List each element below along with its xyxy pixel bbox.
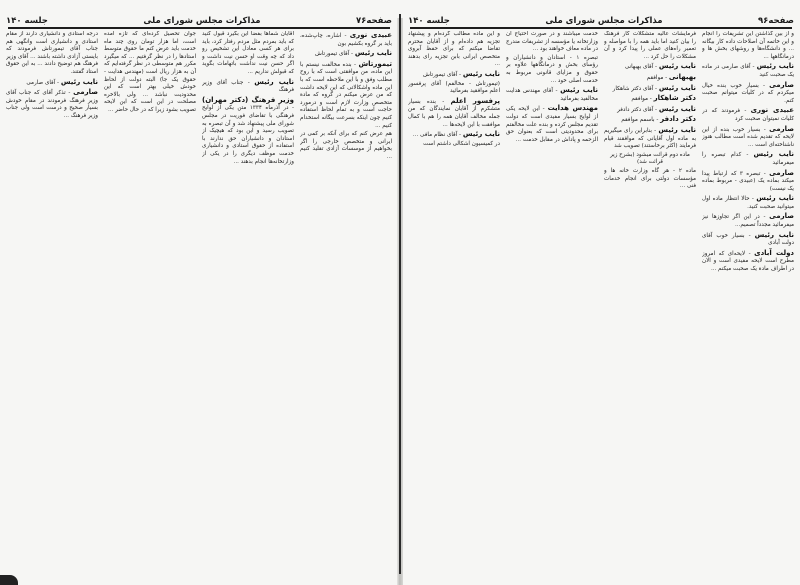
paragraph: ماده ۲ - هر گاه وزارت خانه ها و مؤسسات دولتی برای انجام خدمات فنی ... [604, 167, 696, 190]
speaker-name: نایب رئیس [658, 83, 696, 92]
left-columns [6, 31, 392, 565]
paragraph: نایب رئیس - آقای مهندس هدایت مخالفید بفرمائید [506, 86, 598, 102]
speaker-name: صارمی [769, 168, 794, 177]
paragraph: عبیدی نوری - فرمودند که در کلیات نمیتوان صحبت کرد [702, 106, 794, 122]
speaker-name: نایب رئیس [756, 62, 794, 71]
paragraph: صارمی - تبصره ۳ که ارتباط پیدا میکند بماده یک (عبیدی - مربوط بماده یک نیست) [702, 168, 794, 192]
paragraph: دکتر دادفر - باسمم موافقم [621, 115, 696, 124]
page-number: صفحه۷۶ [355, 16, 392, 26]
paragraph: دولت آبادی - لایحه‌ای که امروز مطرح است لایحه مفیدی است و الان در اطراف مادة یک صحبت میکنم ... [702, 248, 794, 273]
paragraph: هم عرض کنم که برای آنکه بر کمی در ایرانی و متخصص خارجی را اگر بخواهیم از موسسات آزادی تقلید کنیم ... [300, 131, 392, 160]
paragraph: و از بین گذاشتن این تشریفات را انجام و این خاتمه آن اصلاحات داده کار بیگانه ... و دانشگاه‌ها و روشهای بخش ها و درمانگاهها ... [702, 31, 794, 60]
text-column [702, 31, 794, 565]
paragraph: خدمت میباشند و در صورت احتیاج آن وزارتخانه یا مؤسسه از تشریفات مندرج در ماده معاف خواهند بود ... [506, 31, 598, 53]
paragraph: نایب رئیس - کدام تبصره را میفرمائید [702, 150, 794, 166]
paragraph: نایب رئیس - جناب آقای وزیر فرهنگ [202, 77, 294, 94]
paragraph: صارمی - در این اگر تجاوزها نیز میفرمائید مجدداً تصمیم... [702, 212, 794, 229]
speaker-name: نایب رئیس [560, 86, 598, 95]
paragraph: نایب رئیس - آقای دکتر شاهکار [612, 83, 696, 92]
paragraph: تیمورتاش - بنده مخالفت نیستم با این ماده، من موافقتی است که با روح مطلب وفق و با این ملاحظه است که با این ماده واشکالاتی که این لایحه داشت که من عرض میکنم در گروه که مادة متخصص وزارت لازم است و درمورد حاجت است و به تمام لحاظ استفاده کنیم چون اینکه بسرعت بیگانه استخدام کنیم ... [300, 59, 392, 129]
paragraph: آقایان شماها بفضا این بگیرد قبول کنید که باید بمردم مثل مردم رفتار کرد، باید برای هر کسی معادل این تشخیص رو داد که چه وقت او حسن نیت داشت و اگر حسن نیت نداشت باتهامات بگوید که قبولش نداریم ... [202, 31, 294, 75]
speaker-name: نایب رئیس [658, 125, 696, 134]
running-title: مذاکرات مجلس شورای ملی [545, 16, 663, 26]
speaker-name: دکتر دادفر [660, 115, 696, 124]
speaker-name: صارمی [769, 80, 794, 89]
speaker-name: بهبهانی [668, 72, 696, 81]
paragraph: دکتر شاهکار - موافقم [631, 94, 696, 103]
speaker-name: نایب رئیس [254, 77, 294, 86]
paragraph: (تیمورتاش - مخالفم) آقای پرفسور اعلم موافقید بفرمائید [408, 80, 500, 95]
speaker-name: نایب رئیس [60, 77, 98, 86]
text-column [408, 31, 500, 565]
speaker-name: صارمی [769, 124, 794, 133]
speaker-name: نایب رئیس [753, 150, 794, 159]
speaker-name: دولت آبادی [754, 248, 794, 257]
speaker-name: نایب رئیس [756, 194, 794, 203]
speaker-name: عبیدی نوری [349, 31, 392, 39]
paragraph: مهندس هدایت - این لایحه یکی از لوایح بسیار مفیدی است که دولت تقدیم مجلس کرده و بنده علت مخالفتم برای محدودیتی است که بعنوان حق الزحمه و پاداش در مقابل خدمت ... [506, 104, 598, 143]
paragraph: نایب رئیس - بنابراین رای میگیریم به ماده اول آقایانی که موافقند قیام فرمایند (اکثر برخاستند) تصویب شد [604, 125, 696, 150]
scan-blot [0, 575, 18, 585]
paragraph: جوان تحصیل کرده‌ای که تازه آمده است، اما هزار تومان روی چند ماه خدمت باید عرض کنم ما حقوق متوسط استادها را در نظر گرفتیم ... که میگیرد مکرر هم متوسطی در نظر گرفته‌ایم که آن به هزار ریال است (مهندس هدایت - حقوق یک جا) البته دولت از لحاظ خودش خیلی بهتر است که این محدودیت نباشد ... ولی بالاخره مصلحت در این است که این لایحه تصویب بشود زیرا که در حال حاضر ... [104, 31, 196, 113]
text-column [506, 31, 598, 565]
speaker-name: پرفسور اعلم [450, 96, 500, 105]
paragraph: در کمیسیون اشکالی داشتم است [423, 140, 500, 147]
speaker-name: نایب رئیس [658, 104, 696, 113]
right-page-header [408, 12, 794, 26]
paragraph: نایب رئیس - آقای نظام مافی ... [412, 130, 500, 139]
paragraph: نایب رئیس - آقای صارمی [26, 77, 98, 86]
paragraph: درجه استادی و دانشیاری دارند از مقام استادی و دانشیاری است وانگهی هم جناب آقای تیمورتاش فرمودند که بایستی آزادی داشته باشند ... آقای وزیر فرهنگ هم توضیح دادند ... به این حقوق استاد گفتند. [6, 31, 98, 75]
speaker-name: وزیر فرهنگ (دکتر مهران) [202, 95, 294, 104]
speaker-name: مهندس هدایت [547, 104, 598, 113]
speaker-name: نایب رئیس [462, 130, 500, 139]
gutter-line [399, 14, 401, 574]
paragraph: صارمی - بسیار خوب بنده خیال میکردم که در کلیات میتوانم صحبت کنم. [702, 80, 794, 104]
speaker-name: نایب رئیس [462, 69, 500, 78]
speaker-name: نایب رئیس [754, 230, 794, 239]
page-number: صفحه۹۶ [757, 16, 794, 26]
running-title: مذاکرات مجلس شورای ملی [143, 16, 261, 26]
paragraph: نایب رئیس - بسیار خوب آقای دولت آبادی [702, 230, 794, 247]
right-page [402, 0, 800, 585]
speaker-name: تیمورتاش [358, 59, 392, 68]
text-column [202, 31, 294, 565]
paragraph: پرفسور اعلم - بنده بسیار متشکرم از آقایان نمایندگان که من جمله مخالف آقایان همه را هم با کمال موافقت با این لایحه‌ها ... [408, 96, 500, 128]
speaker-name: عبیدی نوری [750, 106, 794, 115]
text-column [104, 31, 196, 565]
speaker-name: نایب رئیس [354, 49, 392, 58]
paragraph: وزیر فرهنگ (دکتر مهران) - در آذرماه ۱۳۳۴ متن یکی از لوایح فرهنگی با تقاضای فوریت در مجلس شورای ملی پیشنهاد شد و آن تبصره به تصویب رسید و این بود که هیچیک از استادان و دانشیاران حق ندارند با استفاده از حقوق استادی و دانشیاری خدمت موظف دیگری را در یکی از وزارتخانه‌ها انجام بدهند ... [202, 95, 294, 165]
paragraph: صارمی - تذکر آقای که جناب آقای وزیر فرهنگ فرمودند در مقام خودش بسیار صحیح و درست است ولی جناب وزیر فرهنگ ... [6, 88, 98, 119]
paragraph: نایب رئیس - آقای تیمورتاش [423, 69, 500, 78]
left-page-header [6, 12, 392, 26]
paragraph: فرمایشات عالیه متشکلات کار فرهنگ را بیان کنید اما باید همه را با مواصله و تعمیر راه‌های عملی را پیدا کرد و آن مشکلات را حل کرد ... [604, 31, 696, 60]
speaker-name: صارمی [769, 212, 794, 221]
paragraph: نایب رئیس - آقای صارمی در ماده یک صحبت کنید [702, 62, 794, 78]
speaker-name: نایب رئیس [658, 62, 696, 71]
text-column [300, 31, 392, 565]
speaker-name: صارمی [73, 88, 98, 97]
session-label: جلسه ۱۴۰ [408, 16, 450, 26]
paragraph: نایب رئیس - حالا انتظار ماده اول میتوانید صحبت کنید. [702, 194, 794, 210]
header-rule [8, 27, 390, 29]
text-column [6, 31, 98, 565]
speaker-name: دکتر شاهکار [653, 94, 696, 103]
right-columns [408, 31, 794, 565]
paragraph: نایب رئیس - آقای دکتر دادفر [617, 104, 696, 113]
paragraph: نایب رئیس - آقای تیمورتاش [315, 49, 392, 58]
paragraph: نایب رئیس - آقای بهبهانی [624, 62, 696, 71]
header-rule [410, 27, 792, 29]
text-column [604, 31, 696, 565]
paragraph: ماده دوم قرائت میشود (بشرح زیر قرائت شد) [610, 151, 690, 166]
session-label: جلسه ۱۴۰ [6, 16, 48, 26]
paragraph: تبصره ۱ - استادان و دانشیاران و رؤسای بخش و درمانگاهها علاوه بر حقوق و مزایای قانونی مربوط به خدمت اصلی خود ... [506, 54, 598, 84]
paragraph: و این ماده مطالب گرده‌ام و پیشنهاد تجزیه هم داده‌ام و از آقایان محترم تقاضا میکنم که برای حفظ آبروی متخصص ایرانی بابن تجزیه رای بدهند ... [408, 31, 500, 68]
paragraph: صارمی - بسیار خوب بنده از این لایحه که تقدیم شده است مطالب هنوز ناشناخته‌ای است ... [702, 124, 794, 148]
paragraph: عبیدی نوری - اشاره، چاپ‌شده، باید بر گروه بکشیم بون [300, 31, 392, 47]
paragraph: بهبهانی - موافقم [646, 72, 696, 81]
left-page [0, 0, 398, 585]
